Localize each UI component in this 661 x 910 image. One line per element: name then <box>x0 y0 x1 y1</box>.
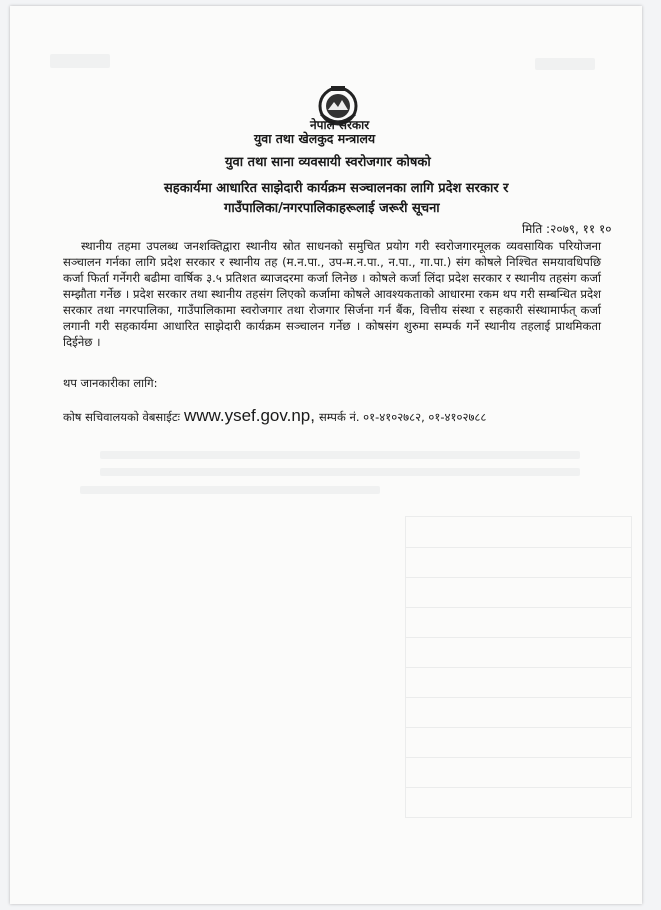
notice-date: मिति :२०७९, ११ १० <box>522 222 612 236</box>
bleed-through-mark <box>535 58 595 70</box>
government-heading: नेपाल सरकार <box>310 118 370 132</box>
fund-heading: युवा तथा साना व्यवसायी स्वरोजगार कोषको <box>225 155 431 170</box>
bleed-through-mark <box>50 54 110 68</box>
notice-page <box>10 6 642 904</box>
ministry-heading: युवा तथा खेलकुद मन्त्रालय <box>254 131 376 146</box>
contact-phones: सम्पर्क नं. ०१-४१०२७८२, ०१-४१०२७८८ <box>318 410 487 424</box>
bleed-through-mark <box>80 486 380 494</box>
notice-title-line-1: सहकार्यमा आधारित साझेदारी कार्यक्रम सञ्चालनका लागि प्रदेश सरकार र <box>164 181 509 196</box>
bleed-through-mark <box>100 468 580 476</box>
website-link[interactable]: www.ysef.gov.np, <box>183 406 315 425</box>
notice-title-line-2: गाउँपालिका/नगरपालिकाहरूलाई जरूरी सूचना <box>224 201 440 216</box>
contact-prefix: कोष सचिवालयको वेबसाईटः <box>63 410 180 424</box>
contact-line <box>63 406 486 426</box>
bleed-through-table <box>405 516 632 818</box>
bleed-through-mark <box>100 451 580 459</box>
more-info-label: थप जानकारीका लागि: <box>63 376 158 390</box>
notice-body: स्थानीय तहमा उपलब्ध जनशक्तिद्वारा स्थानीय स्रोत साधनको समुचित प्रयोग गरी स्वरोजगारमूलक व्यवसायिक परियोजना सञ्चालन गर्नका लागि प्रदेश सरकार र स्थानीय तह (म.न.पा., उप-म.न.पा., न.पा., गा.पा.) संग कोषले निश्चित समयावधिपछि कर्जा फिर्ता गर्नेगरी बढीमा वार्षिक ३.५ प्रतिशत ब्याजदरमा कर्जा लिनेछ । कोषले कर्जा लिंदा प्रदेश सरकार र स्थानीय तहसंग कर्जा सम्झौता गर्नेछ । प्रदेश सरकार तथा स्थानीय तहसंग लिएको कर्जामा कोषले आवश्यकताको आधारमा रकम थप गरी सम्बन्धित प्रदेश सरकार तथा नगरपालिका, गाउँपालिकामा स्वरोजगार तथा रोजगार सिर्जना गर्न बैंक, वित्तीय संस्था र सहकारी संस्थामार्फत् कर्जा लगानी गरी सहकार्यमा आधारित साझेदारी कार्यक्रम सञ्चालन गर्नेछ । कोषसंग शुरुमा सम्पर्क गर्ने स्थानीय तहलाई प्राथमिकता दिईनेछ । <box>63 239 601 349</box>
